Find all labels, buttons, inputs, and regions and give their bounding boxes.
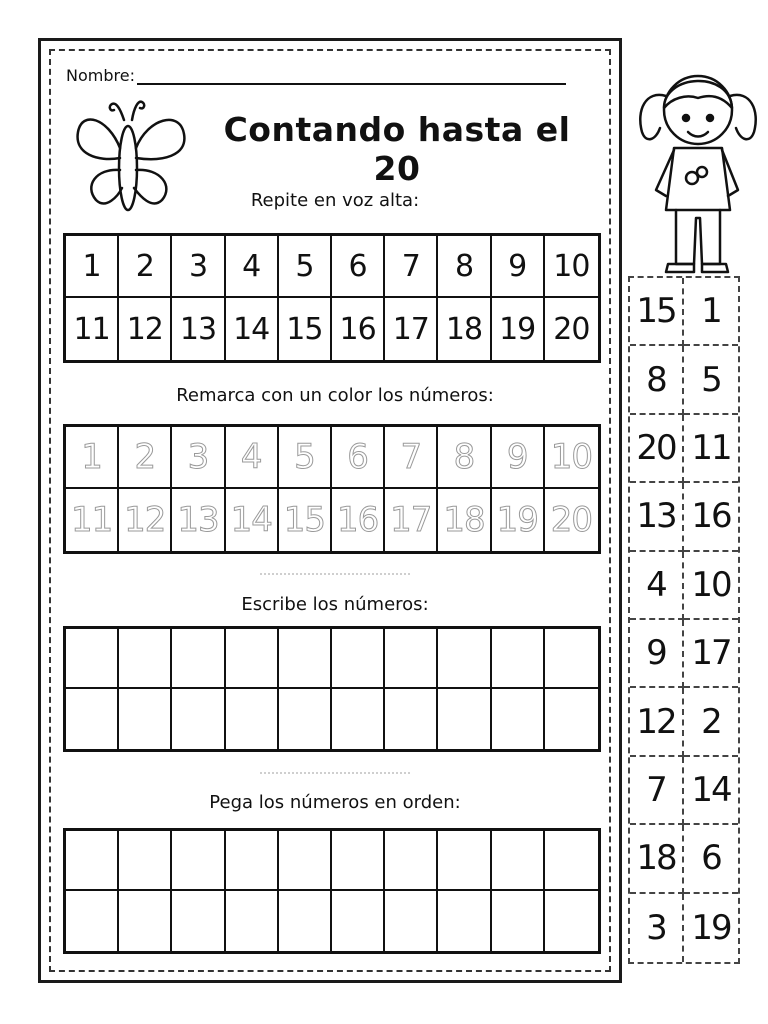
name-field[interactable] (66, 66, 566, 85)
blank-number-box[interactable] (66, 891, 119, 951)
number-label: 17 (392, 311, 429, 347)
number-label: 20 (550, 500, 593, 540)
number-cell (332, 298, 385, 360)
number-label: 6 (348, 248, 367, 284)
cutout-number[interactable]: 11 (684, 415, 738, 483)
blank-number-box[interactable] (492, 629, 545, 689)
trace-number-cell (492, 489, 545, 551)
number-label: 13 (179, 311, 217, 347)
paste-heading: Pega los números en orden: (209, 792, 461, 813)
number-cell (492, 236, 545, 298)
number-label: 2 (135, 248, 154, 284)
number-label: 1 (82, 248, 101, 284)
number-label: 4 (242, 248, 261, 284)
number-label: 11 (70, 500, 113, 540)
number-label: 7 (401, 248, 420, 284)
blank-number-box[interactable] (438, 689, 491, 749)
trace-number-cell (172, 427, 225, 489)
page-title: Contando hasta el 20 (223, 110, 571, 188)
trace-number-cell (279, 489, 332, 551)
cutout-number[interactable]: 5 (684, 346, 738, 414)
trace-number-cell (172, 489, 225, 551)
girl-illustration (626, 40, 766, 274)
number-label: 14 (230, 500, 272, 540)
number-label: 4 (240, 437, 262, 477)
number-label: 2 (134, 437, 156, 477)
cutout-number[interactable]: 6 (684, 825, 738, 893)
number-label: 10 (553, 248, 590, 284)
cutout-number[interactable]: 4 (630, 552, 684, 620)
number-label: 5 (294, 437, 315, 477)
number-label: 3 (188, 248, 208, 284)
trace-number-cell (279, 427, 332, 489)
blank-number-box[interactable] (119, 831, 172, 891)
number-label: 8 (454, 248, 474, 284)
number-cell (119, 298, 172, 360)
number-cell (119, 236, 172, 298)
blank-number-box[interactable] (226, 891, 279, 951)
blank-number-box[interactable] (438, 831, 491, 891)
blank-number-box[interactable] (332, 831, 385, 891)
blank-number-box[interactable] (332, 891, 385, 951)
blank-number-box[interactable] (492, 831, 545, 891)
blank-number-box[interactable] (385, 831, 438, 891)
blank-number-box[interactable] (438, 891, 491, 951)
number-cell (438, 298, 491, 360)
number-label: 16 (339, 311, 376, 347)
number-label: 18 (443, 500, 485, 540)
blank-number-box[interactable] (545, 689, 598, 749)
blank-number-box[interactable] (279, 629, 332, 689)
write-number-grid (63, 626, 601, 752)
blank-number-box[interactable] (172, 831, 225, 891)
number-label: 16 (336, 500, 379, 540)
write-heading: Escribe los números: (241, 594, 429, 615)
blank-number-box[interactable] (279, 831, 332, 891)
trace-number-cell (226, 489, 279, 551)
number-cell (172, 298, 225, 360)
blank-number-box[interactable] (385, 629, 438, 689)
blank-number-box[interactable] (226, 831, 279, 891)
name-label: Nombre: (66, 66, 135, 85)
number-cell (385, 298, 438, 360)
number-label: 19 (499, 311, 536, 347)
blank-number-box[interactable] (332, 629, 385, 689)
number-label: 20 (553, 311, 590, 347)
trace-number-cell (119, 489, 172, 551)
cutout-number[interactable]: 8 (630, 346, 684, 414)
trace-number-cell (66, 489, 119, 551)
cutout-number[interactable]: 17 (684, 620, 738, 688)
blank-number-box[interactable] (492, 689, 545, 749)
blank-number-box[interactable] (332, 689, 385, 749)
trace-number-cell (545, 427, 598, 489)
name-underline (137, 67, 566, 85)
number-label: 3 (187, 437, 209, 477)
number-label: 14 (233, 311, 270, 347)
cutout-number[interactable]: 13 (630, 483, 684, 551)
number-cell (279, 298, 332, 360)
number-cell (279, 236, 332, 298)
blank-number-box[interactable] (119, 629, 172, 689)
trace-number-cell (438, 427, 491, 489)
number-label: 10 (550, 437, 593, 477)
blank-number-box[interactable] (226, 629, 279, 689)
number-cell (172, 236, 225, 298)
repeat-number-grid (63, 233, 601, 363)
blank-number-box[interactable] (119, 891, 172, 951)
cutout-number[interactable]: 20 (630, 415, 684, 483)
number-label: 15 (286, 311, 323, 347)
number-cell (545, 298, 598, 360)
cutout-number[interactable]: 3 (630, 894, 684, 962)
trace-number-cell (332, 489, 385, 551)
number-cell (66, 236, 119, 298)
blank-number-box[interactable] (226, 689, 279, 749)
number-cell (226, 298, 279, 360)
trace-number-cell (385, 489, 438, 551)
trace-number-cell (332, 427, 385, 489)
number-label: 11 (73, 311, 110, 347)
cutout-number[interactable]: 14 (684, 757, 738, 825)
cutout-number[interactable]: 15 (630, 278, 684, 346)
number-cell (226, 236, 279, 298)
cutout-number[interactable]: 1 (684, 278, 738, 346)
number-label: 17 (390, 500, 432, 540)
number-label: 5 (295, 248, 314, 284)
number-cell (66, 298, 119, 360)
paste-number-grid (63, 828, 601, 954)
cutout-number[interactable]: 7 (630, 757, 684, 825)
trace-number-cell (66, 427, 119, 489)
number-label: 13 (177, 500, 219, 540)
cutout-number[interactable]: 16 (684, 483, 738, 551)
blank-number-box[interactable] (172, 629, 225, 689)
blank-number-box[interactable] (545, 629, 598, 689)
cutout-number[interactable]: 18 (630, 825, 684, 893)
trace-heading: Remarca con un color los números: (176, 385, 494, 406)
blank-number-box[interactable] (66, 689, 119, 749)
number-cell (492, 298, 545, 360)
trace-number-grid (63, 424, 601, 554)
faint-mark (260, 772, 410, 778)
blank-number-box[interactable] (66, 629, 119, 689)
number-label: 15 (283, 500, 326, 540)
number-label: 19 (496, 500, 538, 540)
number-cell (438, 236, 491, 298)
cutout-number[interactable]: 2 (684, 688, 738, 756)
blank-number-box[interactable] (119, 689, 172, 749)
cutout-number[interactable]: 19 (691, 907, 731, 948)
number-label: 6 (347, 437, 368, 477)
number-cell (545, 236, 598, 298)
blank-number-box[interactable] (545, 831, 598, 891)
cutout-number-strip (628, 276, 740, 964)
blank-number-box[interactable] (66, 831, 119, 891)
number-label: 8 (453, 437, 475, 477)
trace-number-cell (385, 427, 438, 489)
trace-number-cell (438, 489, 491, 551)
repeat-heading: Repite en voz alta: (250, 190, 420, 211)
blank-number-box[interactable] (385, 689, 438, 749)
number-label: 7 (400, 437, 422, 477)
blank-number-box[interactable] (172, 689, 225, 749)
trace-number-cell (492, 427, 545, 489)
blank-number-box[interactable] (172, 891, 225, 951)
trace-number-cell (226, 427, 279, 489)
cutout-number[interactable]: 9 (630, 620, 684, 688)
trace-number-cell (119, 427, 172, 489)
number-label: 12 (126, 311, 163, 347)
trace-number-cell (545, 489, 598, 551)
blank-number-box[interactable] (279, 689, 332, 749)
blank-number-box[interactable] (545, 891, 598, 951)
blank-number-box[interactable] (385, 891, 438, 951)
blank-number-box[interactable] (492, 891, 545, 951)
cutout-number[interactable]: 12 (630, 688, 684, 756)
number-cell (385, 236, 438, 298)
number-label: 12 (124, 500, 166, 540)
number-label: 1 (81, 437, 102, 477)
number-cell (332, 236, 385, 298)
cutout-number[interactable]: 10 (684, 552, 738, 620)
blank-number-box[interactable] (438, 629, 491, 689)
blank-number-box[interactable] (279, 891, 332, 951)
number-label: 18 (445, 311, 483, 347)
faint-mark (260, 573, 410, 579)
number-label: 9 (506, 437, 528, 477)
number-label: 9 (508, 248, 527, 284)
